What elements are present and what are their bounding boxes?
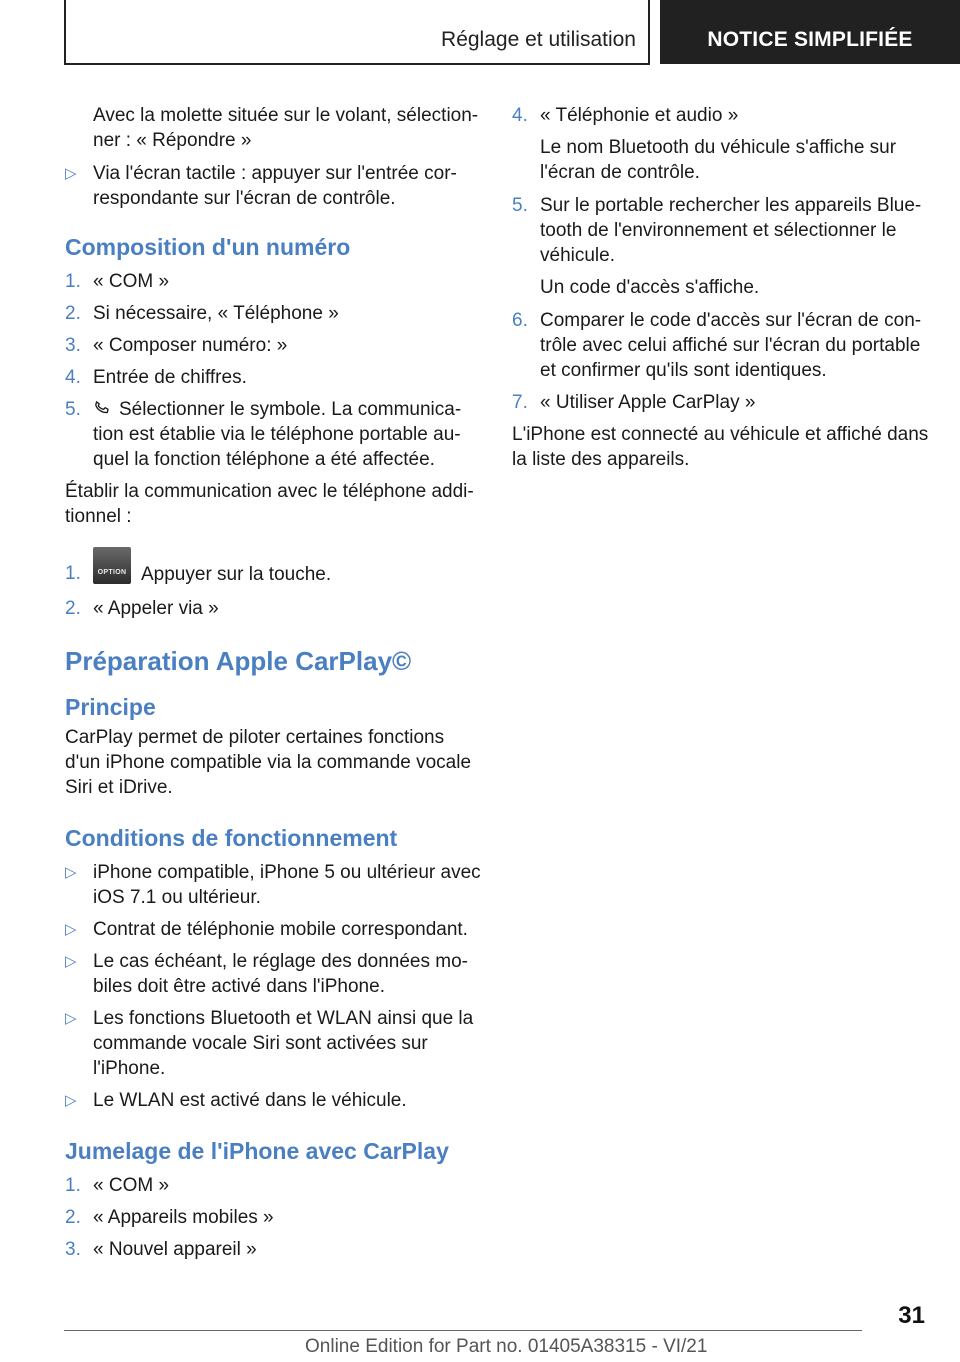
condition-item xyxy=(65,860,483,910)
step-text: « COM » xyxy=(93,1175,170,1196)
bullet-triangle-icon: ▷ xyxy=(65,864,77,881)
step-text: « COM » xyxy=(93,271,170,292)
intro-bullet-text: Via l'écran tactile : appuyer sur l'entrée cor-respondante sur l'écran de contrôle. xyxy=(93,163,457,209)
header-bottom-rule xyxy=(64,63,650,65)
composition-step-1 xyxy=(65,269,483,294)
option-step-1 xyxy=(65,547,483,587)
pairing-step-1 xyxy=(65,1173,483,1198)
bullet-triangle-icon: ▷ xyxy=(65,921,77,938)
left-column xyxy=(65,103,483,1269)
step-number: 3. xyxy=(65,1239,81,1260)
step-text: « Appeler via » xyxy=(93,598,219,619)
pairing-step-6 xyxy=(512,308,932,383)
composition-step-5 xyxy=(65,397,483,472)
option-step-2 xyxy=(65,596,483,621)
step-number: 2. xyxy=(65,1207,81,1228)
pairing-step-5 xyxy=(512,193,932,268)
step-text: « Appareils mobiles » xyxy=(93,1207,274,1228)
intro-bullet xyxy=(65,161,483,211)
composition-step-4 xyxy=(65,365,483,390)
step-text: Appuyer sur la touche. xyxy=(141,564,332,585)
step-number: 3. xyxy=(65,335,81,356)
page-number: 31 xyxy=(898,1302,925,1329)
step-text: Comparer le code d'accès sur l'écran de con-trôle avec celui affiché sur l'écran du portable et confirmer qu'ils sont identiques. xyxy=(540,310,922,381)
step-text: « Composer numéro: » xyxy=(93,335,288,356)
heading-conditions: Conditions de fonctionnement xyxy=(65,825,398,851)
header-tab-label: NOTICE SIMPLIFIÉE xyxy=(707,28,913,51)
condition-text: Les fonctions Bluetooth et WLAN ainsi que la commande vocale Siri sont activées sur l'iPhone. xyxy=(93,1008,474,1079)
step-text: « Utiliser Apple CarPlay » xyxy=(540,392,756,413)
footer-rule xyxy=(64,1330,862,1331)
step-5-note: Un code d'accès s'affiche. xyxy=(540,277,760,298)
bullet-triangle-icon: ▷ xyxy=(65,953,77,970)
principe-paragraph: CarPlay permet de piloter certaines fonctions d'un iPhone compatible via la commande vocale Siri et iDrive. xyxy=(65,727,472,798)
step-text: « Téléphonie et audio » xyxy=(540,105,739,126)
condition-text: Contrat de téléphonie mobile correspondant. xyxy=(93,919,468,940)
additional-phone-paragraph: Établir la communication avec le téléphone addi-tionnel : xyxy=(65,481,474,527)
intro-paragraph: Avec la molette située sur le volant, sélection-ner : « Répondre » xyxy=(93,105,479,151)
heading-composition: Composition d'un numéro xyxy=(65,234,351,260)
condition-text: iPhone compatible, iPhone 5 ou ultérieur avec iOS 7.1 ou ultérieur. xyxy=(93,862,481,908)
pairing-step-7 xyxy=(512,390,932,415)
condition-item xyxy=(65,1006,483,1081)
heading-carplay: Préparation Apple CarPlay© xyxy=(65,646,412,676)
step-number: 2. xyxy=(65,598,81,619)
heading-principe: Principe xyxy=(65,694,156,720)
condition-item xyxy=(65,1088,483,1113)
condition-item xyxy=(65,949,483,999)
condition-text: Le cas échéant, le réglage des données mo-biles doit être activé dans l'iPhone. xyxy=(93,951,468,997)
bullet-triangle-icon: ▷ xyxy=(65,165,77,182)
pairing-step-2 xyxy=(65,1205,483,1230)
step-text: Entrée de chiffres. xyxy=(93,367,247,388)
pairing-step-3 xyxy=(65,1237,483,1262)
closing-paragraph: L'iPhone est connecté au véhicule et affiché dans la liste des appareils. xyxy=(512,424,929,470)
step-text: Si nécessaire, « Téléphone » xyxy=(93,303,339,324)
step-number: 1. xyxy=(65,1175,81,1196)
step-number: 1. xyxy=(65,563,81,584)
step-number: 2. xyxy=(65,303,81,324)
bullet-triangle-icon: ▷ xyxy=(65,1092,77,1109)
condition-item xyxy=(65,917,483,942)
right-column xyxy=(512,103,932,480)
condition-text: Le WLAN est activé dans le véhicule. xyxy=(93,1090,407,1111)
step-number: 7. xyxy=(512,392,528,413)
step-text: « Nouvel appareil » xyxy=(93,1239,257,1260)
step-number: 1. xyxy=(65,271,81,292)
heading-pairing: Jumelage de l'iPhone avec CarPlay xyxy=(65,1138,449,1164)
composition-step-2 xyxy=(65,301,483,326)
bullet-triangle-icon: ▷ xyxy=(65,1010,77,1027)
composition-step-3 xyxy=(65,333,483,358)
step-number: 4. xyxy=(512,105,528,126)
header-tab xyxy=(660,0,960,64)
step-text: Sélectionner le symbole. La communica-tion est établie via le téléphone portable au-quel la fonction téléphone a été affectée. xyxy=(93,399,462,470)
header-section-title: Réglage et utilisation xyxy=(441,28,636,51)
header-left-rule xyxy=(64,0,66,64)
footer-edition: Online Edition for Part no. 01405A38315 - VI/21 xyxy=(305,1336,708,1357)
phone-handset-icon xyxy=(93,399,111,417)
step-number: 4. xyxy=(65,367,81,388)
step-4-note: Le nom Bluetooth du véhicule s'affiche sur l'écran de contrôle. xyxy=(540,137,897,183)
header-separator xyxy=(648,0,650,64)
option-button-icon: OPTION xyxy=(93,547,131,584)
pairing-step-4 xyxy=(512,103,932,128)
step-number: 6. xyxy=(512,310,528,331)
step-text: Sur le portable rechercher les appareils Blue-tooth de l'environnement et sélectionner le véhicule. xyxy=(540,195,922,266)
step-number: 5. xyxy=(512,195,528,216)
step-number: 5. xyxy=(65,399,81,420)
